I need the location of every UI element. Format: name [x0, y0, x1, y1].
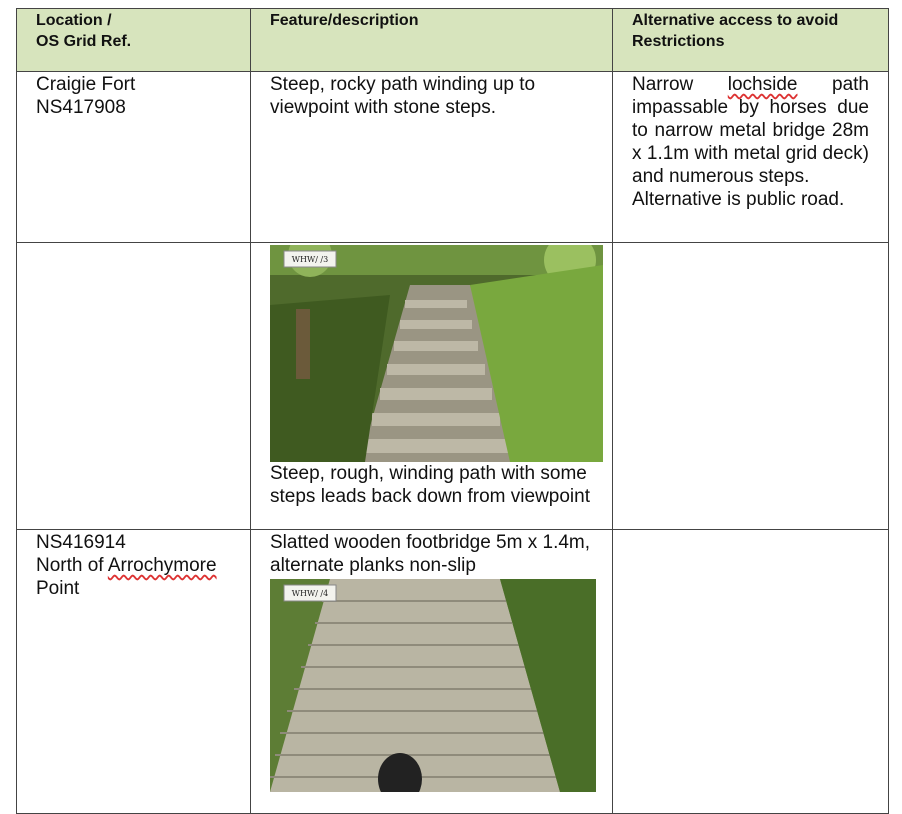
alternative-text [632, 73, 869, 188]
header-location-line1: Location / [36, 12, 112, 29]
location-name [36, 554, 231, 577]
table-header-row [17, 9, 889, 72]
alt-text-rest: path impassable by horses due to narrow metal bridge 28m x 1.1m with metal grid deck) and numerous steps. [632, 74, 869, 187]
grid-ref: NS417908 [36, 97, 126, 118]
footbridge-photo [270, 579, 596, 792]
location-name-start: North of [36, 555, 108, 576]
alternative-note: Alternative is public road. [632, 189, 845, 210]
route-restrictions-table [16, 8, 889, 814]
location-name-end: Point [36, 578, 80, 599]
grid-ref: NS416914 [36, 532, 126, 553]
header-alternative [613, 9, 889, 72]
header-alt-line1: Alternative access to avoid [632, 12, 839, 29]
table-row [17, 530, 889, 814]
location-cell-empty [17, 243, 251, 530]
description-cell [251, 530, 613, 814]
photo-sign-text: WHW/ /3 [291, 255, 329, 264]
header-alt-line2: Restrictions [632, 33, 725, 50]
header-feature [251, 9, 613, 72]
location-cell [17, 530, 251, 814]
description-text: Steep, rocky path winding up to viewpoint with stone steps. [270, 74, 536, 118]
photo-caption: Steep, rough, winding path with some steps leads back down from viewpoint [270, 463, 590, 507]
stone-steps-photo [270, 245, 603, 462]
spell-flagged-word: Arrochymore [107, 555, 217, 576]
spell-flagged-word: lochside [727, 74, 798, 95]
header-feature-label: Feature/description [270, 12, 419, 29]
alternative-cell-empty [613, 243, 889, 530]
description-cell [251, 243, 613, 530]
alt-text-start: Narrow [632, 74, 728, 95]
header-location-line2: OS Grid Ref. [36, 33, 132, 50]
alternative-cell [613, 72, 889, 243]
alternative-cell-empty [613, 530, 889, 814]
location-name: Craigie Fort [36, 74, 136, 95]
description-text: Slatted wooden footbridge 5m x 1.4m, alternate planks non-slip [270, 532, 591, 576]
header-location [17, 9, 251, 72]
location-cell [17, 72, 251, 243]
description-cell [251, 72, 613, 243]
table-row [17, 243, 889, 530]
photo-sign-text: WHW/ /4 [291, 589, 329, 598]
table-row [17, 72, 889, 243]
